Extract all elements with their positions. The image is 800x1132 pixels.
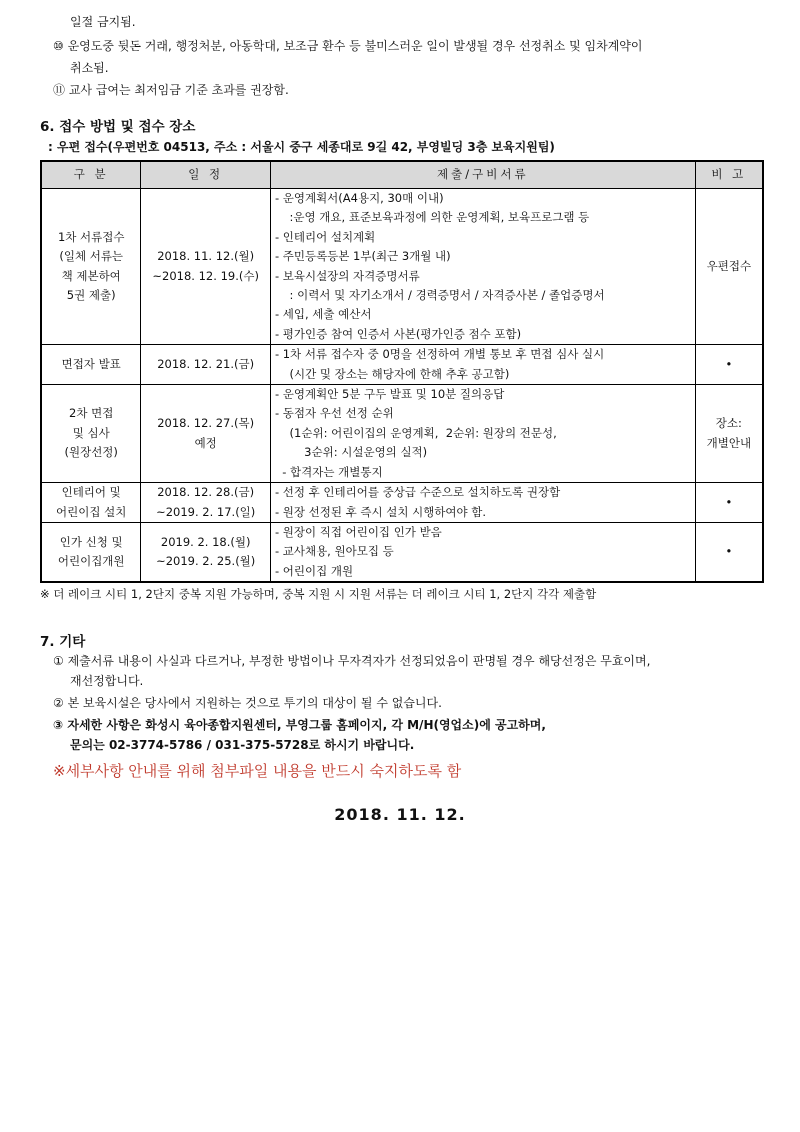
item-text: 자세한 사항은 화성시 육아종합지원센터, 부영그룹 홈페이지, 각 M/H(영업소)에 공고하며, bbox=[67, 718, 546, 732]
item-text: 제출서류 내용이 사실과 다르거나, 부정한 방법이나 무자격자가 선정되었음이 판명될 경우 해당선정은 무효이며, bbox=[67, 654, 651, 668]
row-category-line: (일체 서류는 bbox=[59, 249, 124, 264]
section-7-title: 7. 기타 bbox=[40, 634, 86, 650]
row-documents-line: - 합격자는 개별통지 bbox=[274, 464, 383, 479]
item-number: ⑪ bbox=[53, 83, 66, 97]
row-documents-line: - 선정 후 인테리어를 중상급 수준으로 설치하도록 권장함 bbox=[274, 485, 561, 500]
row-date-line: 2018. 11. 12.(월) bbox=[157, 249, 255, 264]
row-documents bbox=[270, 345, 695, 385]
row-category-line: 면접자 발표 bbox=[61, 356, 121, 371]
row-category bbox=[41, 189, 141, 345]
row-documents-line: - 평가인증 참여 인증서 사본(평가인증 점수 포함) bbox=[274, 326, 522, 341]
section-6-title: 6. 접수 방법 및 접수 장소 bbox=[40, 119, 196, 135]
row-category-line: 인테리어 및 bbox=[61, 485, 121, 500]
row-documents-line: - 운영계획서(A4용지, 30매 이내) bbox=[274, 191, 444, 205]
row-category-line: 및 심사 bbox=[72, 425, 110, 440]
row-note-line: • bbox=[725, 494, 733, 509]
row-date bbox=[141, 345, 271, 385]
header-note: 비 고 bbox=[695, 161, 763, 189]
etc-item-1-continued bbox=[70, 673, 143, 689]
item-text: 일절 금지됨. bbox=[70, 15, 136, 29]
row-documents-line: - 주민등록등본 1부(최근 3개월 내) bbox=[274, 249, 451, 264]
row-category-line: 인가 신청 및 bbox=[59, 534, 123, 549]
table-row bbox=[41, 483, 763, 523]
row-documents-line: - 보육시설장의 자격증명서류 bbox=[274, 268, 420, 283]
row-note bbox=[695, 385, 763, 483]
row-note-line: 개별안내 bbox=[706, 435, 752, 450]
item-text: 문의는 02-3774-5786 / 031-375-5728로 하시기 바랍니다. bbox=[70, 738, 415, 752]
etc-item-1 bbox=[53, 653, 650, 669]
row-documents bbox=[270, 189, 695, 345]
table-body bbox=[41, 189, 763, 583]
row-documents-line: - 동점자 우선 선정 순위 bbox=[274, 406, 394, 421]
row-documents-line: 3순위: 시설운영의 실적) bbox=[274, 445, 428, 460]
attachment-notice: ※세부사항 안내를 위해 첨부파일 내용을 반드시 숙지하도록 함 bbox=[53, 762, 462, 780]
item-text: 취소됨. bbox=[70, 61, 109, 75]
row-date bbox=[141, 189, 271, 345]
row-category-line: 어린이집 설치 bbox=[56, 504, 127, 519]
row-date bbox=[141, 385, 271, 483]
row-documents bbox=[270, 385, 695, 483]
row-date bbox=[141, 522, 271, 582]
row-note bbox=[695, 345, 763, 385]
table-row bbox=[41, 345, 763, 385]
row-category-line: 어린이집개원 bbox=[57, 554, 125, 569]
item-10-continued bbox=[70, 60, 109, 76]
table-header-row bbox=[41, 161, 763, 189]
row-documents-line: : 이력서 및 자기소개서 / 경력증명서 / 자격증사본 / 졸업증명서 bbox=[274, 288, 605, 303]
item-11 bbox=[53, 82, 289, 98]
row-category bbox=[41, 385, 141, 483]
row-category bbox=[41, 345, 141, 385]
row-category bbox=[41, 522, 141, 582]
row-note-line: 우편접수 bbox=[706, 258, 752, 273]
row-note-line: • bbox=[725, 544, 733, 559]
etc-item-3-continued bbox=[70, 737, 414, 753]
item-text: 본 보육시설은 당사에서 지원하는 것으로 투기의 대상이 될 수 없습니다. bbox=[67, 696, 442, 710]
table-row bbox=[41, 522, 763, 582]
etc-item-3 bbox=[53, 717, 546, 733]
row-note-line: • bbox=[725, 356, 733, 371]
row-documents bbox=[270, 483, 695, 523]
row-documents-line: (1순위: 어린이집의 운영계획, 2순위: 원장의 전문성, bbox=[274, 425, 557, 440]
row-note bbox=[695, 189, 763, 345]
row-date-line: ~2019. 2. 25.(월) bbox=[156, 554, 256, 569]
row-date bbox=[141, 483, 271, 523]
row-documents-line: - 어린이집 개원 bbox=[274, 563, 354, 578]
table-row bbox=[41, 385, 763, 483]
item-number: ② bbox=[53, 696, 64, 710]
item-text: 재선정합니다. bbox=[70, 674, 144, 688]
row-documents-line: - 세입, 세출 예산서 bbox=[274, 307, 372, 322]
document-date: 2018. 11. 12. bbox=[334, 805, 466, 824]
table-row bbox=[41, 189, 763, 345]
row-date-line: 예정 bbox=[194, 435, 217, 450]
row-date-line: 2018. 12. 28.(금) bbox=[157, 485, 255, 500]
item-continued bbox=[70, 14, 136, 30]
row-documents-line: - 교사채용, 원아모집 등 bbox=[274, 544, 394, 559]
item-text: 교사 급여는 최저임금 기준 초과를 권장함. bbox=[68, 83, 289, 97]
row-date-line: ~2019. 2. 17.(일) bbox=[156, 504, 256, 519]
schedule-table bbox=[40, 160, 764, 583]
item-number: ⑩ bbox=[53, 39, 64, 53]
row-date-line: 2018. 12. 21.(금) bbox=[157, 356, 255, 371]
etc-item-2 bbox=[53, 695, 442, 711]
row-category-line: 책 제본하여 bbox=[61, 268, 121, 283]
header-documents: 제출/구비서류 bbox=[270, 161, 695, 189]
row-documents-line: - 인테리어 설치계획 bbox=[274, 229, 376, 244]
row-date-line: 2018. 12. 27.(목) bbox=[157, 416, 255, 431]
item-number: ① bbox=[53, 654, 64, 668]
row-documents-line: (시간 및 장소는 해당자에 한해 추후 공고함) bbox=[274, 366, 510, 381]
row-date-line: ~2018. 12. 19.(수) bbox=[152, 268, 259, 283]
row-category-line: 2차 면접 bbox=[69, 406, 114, 421]
header-date: 일 정 bbox=[141, 161, 271, 189]
row-note-line: 장소: bbox=[715, 416, 742, 431]
item-10 bbox=[53, 38, 643, 54]
row-category-line: (원장선정) bbox=[64, 445, 118, 460]
row-documents-line: - 1차 서류 접수자 중 0명을 선정하여 개별 통보 후 면접 심사 실시 bbox=[274, 347, 605, 362]
row-category-line: 5권 제출) bbox=[66, 288, 116, 303]
row-category-line: 1차 서류접수 bbox=[57, 229, 125, 244]
row-category bbox=[41, 483, 141, 523]
row-note bbox=[695, 483, 763, 523]
row-documents-line: - 운영계획안 5분 구두 발표 및 10분 질의응답 bbox=[274, 387, 505, 402]
row-note bbox=[695, 522, 763, 582]
section-6-address: : 우편 접수(우편번호 04513, 주소 : 서울시 중구 세종대로 9길 42, 부영빌딩 3층 보육지원팀) bbox=[48, 140, 555, 154]
header-category: 구 분 bbox=[41, 161, 141, 189]
row-documents-line: - 원장이 직접 어린이집 인가 받음 bbox=[274, 524, 442, 539]
item-number: ③ bbox=[53, 718, 64, 732]
row-date-line: 2019. 2. 18.(월) bbox=[160, 534, 251, 549]
row-documents-line: :운영 개요, 표준보육과정에 의한 운영계획, 보육프로그램 등 bbox=[274, 210, 590, 225]
row-documents bbox=[270, 522, 695, 582]
table-footnote: ※ 더 레이크 시티 1, 2단지 중복 지원 가능하며, 중복 지원 시 지원 서류는 더 레이크 시티 1, 2단지 각각 제출함 bbox=[40, 587, 597, 601]
item-text: 운영도중 뒷돈 거래, 행정처분, 아동학대, 보조금 환수 등 불미스러운 일이 발생될 경우 선정취소 및 임차계약이 bbox=[67, 39, 643, 53]
row-documents-line: - 원장 선정된 후 즉시 설치 시행하여야 함. bbox=[274, 504, 487, 519]
